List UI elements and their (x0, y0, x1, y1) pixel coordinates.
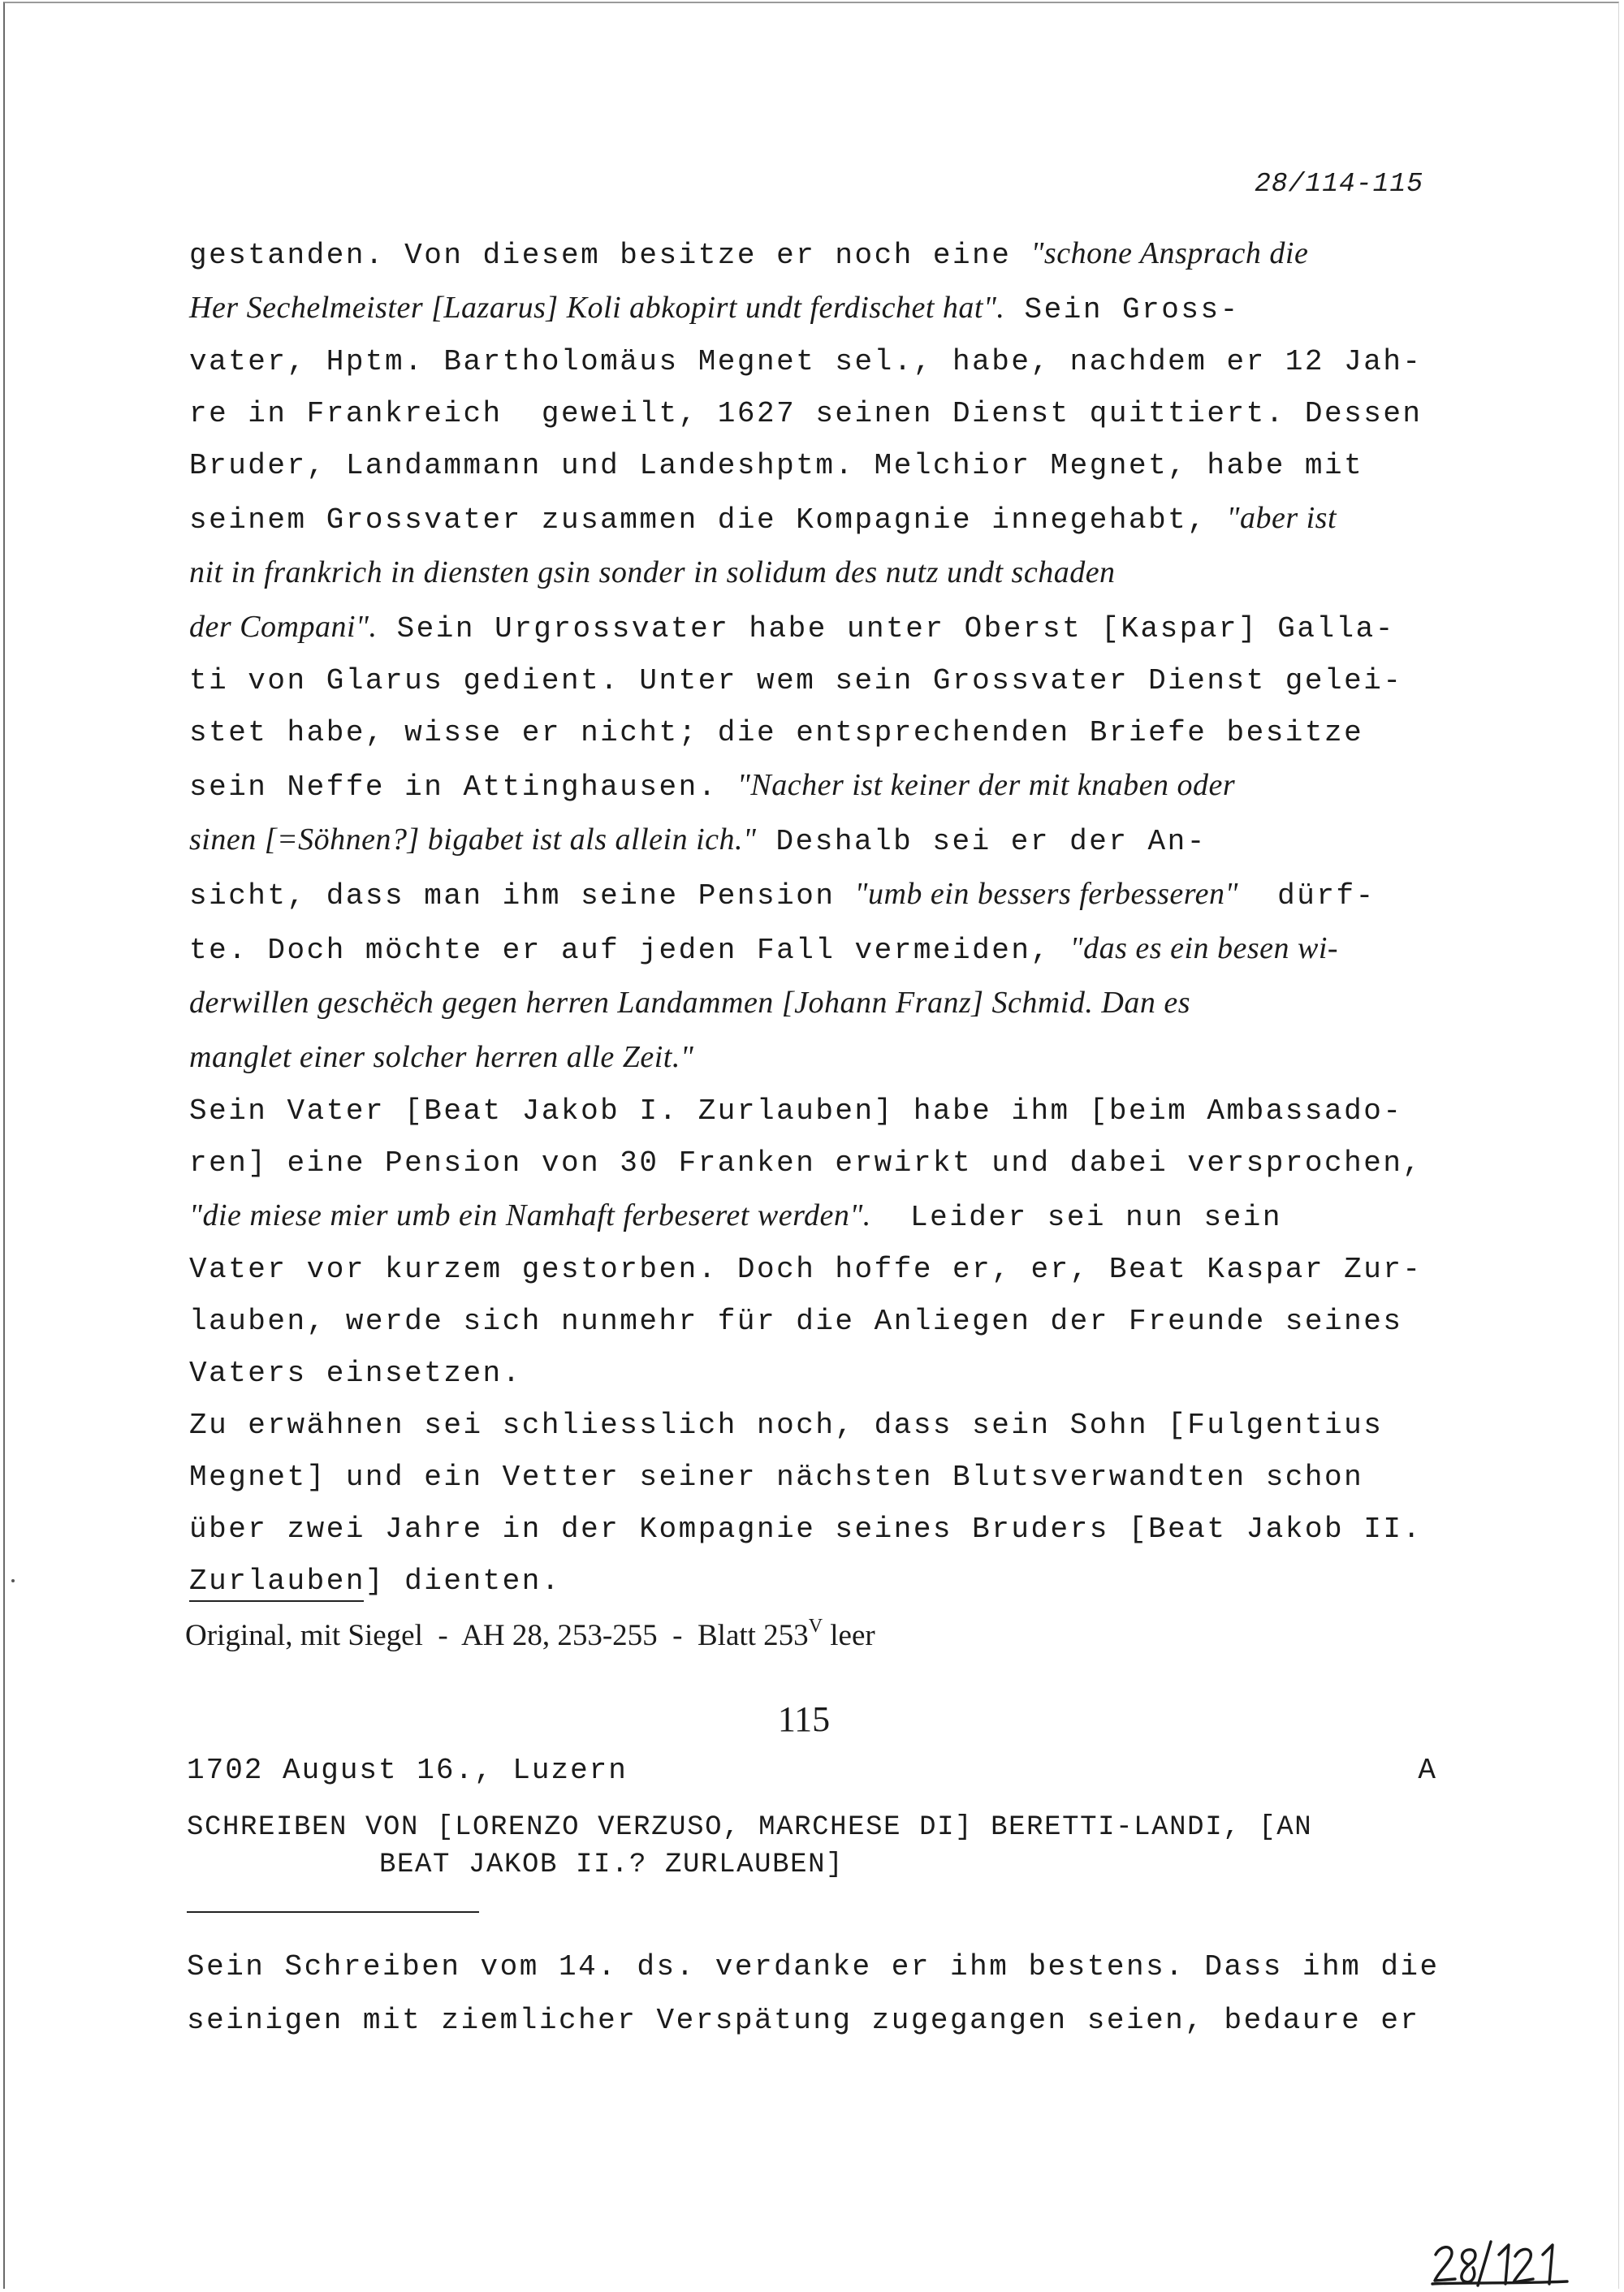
text-line (189, 814, 1505, 868)
title-separator (187, 1911, 479, 1913)
text-run: Sein Urgrossvater habe unter Oberst [Kaspar] Galla- (377, 612, 1395, 645)
text-run: Bruder, Landammann und Landeshptm. Melchior Megnet, habe mit (189, 449, 1364, 482)
classification: A (1418, 1754, 1437, 1787)
text-run: Leider sei nun sein (870, 1201, 1282, 1234)
text-line (189, 1137, 1505, 1189)
text-line (189, 1086, 1505, 1137)
text-line (189, 707, 1505, 759)
quoted-text: der Compani". (189, 610, 378, 644)
document-number: 115 (777, 1699, 831, 1739)
text-run: sicht, dass man ihm seine Pension (189, 879, 855, 913)
text-line: Sein Schreiben vom 14. ds. verdanke er ihm bestens. Dass ihm die (187, 1950, 1440, 1983)
document-body (189, 227, 1505, 1608)
quoted-text: "das es ein besen wi- (1069, 931, 1339, 965)
text-run: ti von Glarus gedient. Unter wem sein Grossvater Dienst gelei- (189, 664, 1403, 697)
text-line (189, 282, 1505, 336)
text-line (189, 546, 1505, 601)
scan-speck (11, 1579, 15, 1582)
footnote-separator (189, 1600, 364, 1602)
text-line (189, 1556, 1505, 1608)
document-title (187, 1809, 1486, 1884)
source-note-superscript: V (808, 1616, 823, 1637)
quoted-text: "die miese mier umb ein Namhaft ferbeseret werden". (189, 1198, 871, 1232)
text-run: stet habe, wisse er nicht; die entsprechenden Briefe besitze (189, 716, 1364, 749)
text-line (189, 1189, 1505, 1244)
text-run: Megnet] und ein Vetter seiner nächsten Blutsverwandten schon (189, 1461, 1364, 1494)
text-line (189, 868, 1505, 922)
quoted-text: manglet einer solcher herren alle Zeit." (189, 1040, 694, 1074)
text-line (189, 1452, 1505, 1504)
text-line (189, 1031, 1505, 1086)
text-run: gestanden. Von diesem besitze er noch eine (189, 239, 1031, 272)
text-line (189, 227, 1505, 282)
title-line-2: BEAT JAKOB II.? ZURLAUBEN] (379, 1850, 844, 1880)
text-run: Sein Vater [Beat Jakob I. Zurlauben] habe ihm [beim Ambassado- (189, 1094, 1403, 1128)
text-line (189, 492, 1505, 546)
text-line (189, 759, 1505, 814)
text-run: ren] eine Pension von 30 Franken erwirkt und dabei versprochen, (189, 1146, 1423, 1180)
text-line (189, 440, 1505, 492)
text-run: Vater vor kurzem gestorben. Doch hoffe er, er, Beat Kaspar Zur- (189, 1253, 1423, 1286)
text-run: über zwei Jahre in der Kompagnie seines Bruders [Beat Jakob II. (189, 1513, 1423, 1546)
title-line-1: SCHREIBEN VON [LORENZO VERZUSO, MARCHESE DI] BERETTI-LANDI, [AN (187, 1812, 1313, 1843)
source-note-suffix: leer (823, 1619, 875, 1652)
document-body-2 (187, 1940, 1502, 2048)
text-line (189, 388, 1505, 440)
quoted-text: derwillen geschëch gegen herren Landammen [Johann Franz] Schmid. Dan es (189, 986, 1191, 1020)
quoted-text: "umb ein bessers ferbesseren" (854, 877, 1238, 911)
quoted-text: Her Sechelmeister [Lazarus] Koli abkopirt undt ferdischet hat". (189, 291, 1005, 325)
quoted-text: sinen [=Söhnen?] bigabet ist als allein ich." (189, 822, 757, 857)
text-run: Vaters einsetzen. (189, 1357, 522, 1390)
text-run: te. Doch möchte er auf jeden Fall vermeiden, (189, 934, 1070, 967)
quoted-text: "aber ist (1226, 501, 1337, 535)
text-line (189, 1244, 1505, 1296)
quoted-text: nit in frankrich in diensten gsin sonder in solidum des nutz undt schaden (189, 555, 1116, 589)
text-line (189, 655, 1505, 707)
text-run: sein Neffe in Attinghausen. (189, 770, 737, 804)
text-run: re in Frankreich geweilt, 1627 seinen Dienst quittiert. Dessen (189, 397, 1423, 430)
text-line (189, 601, 1505, 655)
quoted-text: "schone Ansprach die (1030, 236, 1309, 270)
handwritten-signature (1431, 2237, 1569, 2287)
text-run: Deshalb sei er der An- (756, 825, 1207, 858)
text-run: dürf- (1237, 879, 1376, 913)
source-note-text: Original, mit Siegel - AH 28, 253-255 - Blatt 253 (185, 1619, 809, 1652)
text-run: Zurlauben] dienten. (189, 1565, 561, 1598)
text-run: Sein Gross- (1004, 293, 1240, 326)
text-line (189, 1400, 1505, 1452)
quoted-text: "Nacher ist keiner der mit knaben oder (736, 768, 1236, 802)
text-line (189, 1348, 1505, 1400)
source-note (185, 1616, 875, 1653)
page-reference: 28/114-115 (1255, 169, 1424, 199)
text-run: seinem Grossvater zusammen die Kompagnie innegehabt, (189, 503, 1227, 537)
text-line (189, 922, 1505, 977)
text-run: vater, Hptm. Bartholomäus Megnet sel., habe, nachdem er 12 Jah- (189, 345, 1423, 378)
text-run: lauben, werde sich nunmehr für die Anliegen der Freunde seines (189, 1305, 1403, 1338)
date-place: 1702 August 16., Luzern (187, 1754, 628, 1787)
text-line: seinigen mit ziemlicher Verspätung zugegangen seien, bedaure er (187, 2004, 1420, 2037)
text-line (189, 1296, 1505, 1348)
text-line (189, 1504, 1505, 1556)
text-line (189, 977, 1505, 1031)
text-run: Zu erwähnen sei schliesslich noch, dass sein Sohn [Fulgentius (189, 1409, 1384, 1442)
text-line (189, 336, 1505, 388)
